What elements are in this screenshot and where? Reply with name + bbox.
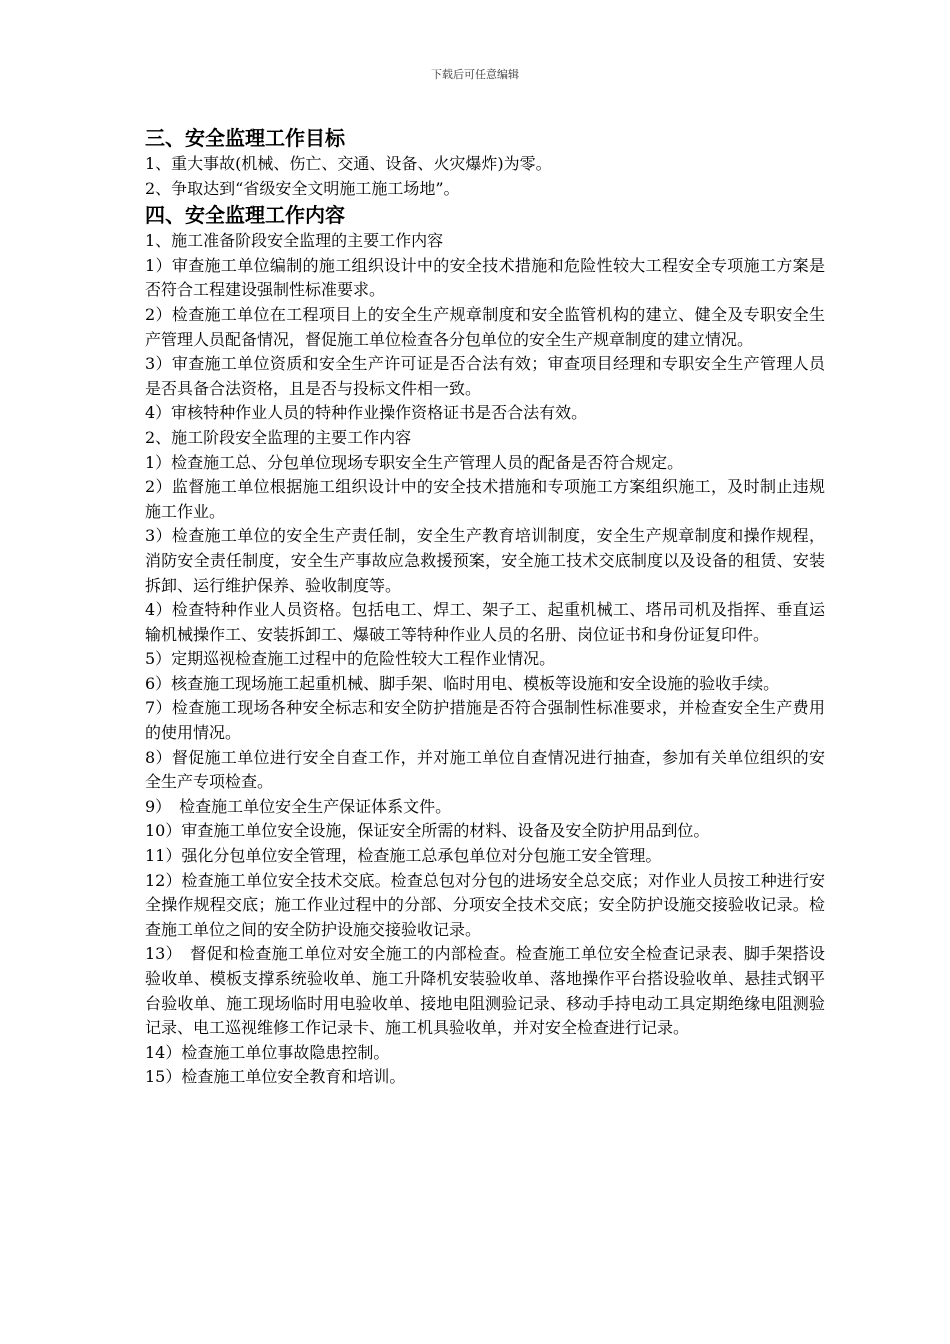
- section-heading-4: 四、安全监理工作内容: [145, 203, 345, 228]
- paragraph: 3）检查施工单位的安全生产责任制，安全生产教育培训制度，安全生产规章制度和操作规程，消防安全责任制度，安全生产事故应急救援预案，安全施工技术交底制度以及设备的租赁、安装拆卸、运行维护保养、验收制度等。: [145, 526, 825, 595]
- paragraph: 3）审查施工单位资质和安全生产许可证是否合法有效；审查项目经理和专职安全生产管理人员是否具备合法资格，且是否与投标文件相一致。: [145, 354, 825, 398]
- paragraph: 1、重大事故(机械、伤亡、交通、设备、火灾爆炸)为零。: [145, 154, 552, 173]
- paragraph: 1）检查施工总、分包单位现场专职安全生产管理人员的配备是否符合规定。: [145, 452, 684, 472]
- document-body: [145, 124, 825, 1090]
- paragraph: 2）检查施工单位在工程项目上的安全生产规章制度和安全监管机构的建立、健全及专职安全生产管理人员配备情况，督促施工单位检查各分包单位的安全生产规章制度的建立情况。: [145, 304, 825, 349]
- paragraph: 9） 检查施工单位安全生产保证体系文件。: [145, 796, 452, 816]
- paragraph: 2、争取达到“省级安全文明施工施工场地”。: [145, 178, 460, 198]
- page-header: 下载后可任意编辑: [431, 68, 519, 81]
- paragraph: 4）审核特种作业人员的特种作业操作资格证书是否合法有效。: [145, 403, 588, 423]
- subsection-title: 2、施工阶段安全监理的主要工作内容: [145, 427, 412, 447]
- paragraph: 5）定期巡视检查施工过程中的危险性较大工程作业情况。: [145, 649, 556, 669]
- paragraph: 13） 督促和检查施工单位对安全施工的内部检查。检查施工单位安全检查记录表、脚手架搭设验收单、模板支撑系统验收单、施工升降机安装验收单、落地操作平台搭设验收单、悬挂式钢平台验收单、施工现场临时用电验收单、接地电阻测验记录、移动手持电动工具定期绝缘电阻测验记录、电工巡视维修工作记录卡、施工机具验收单，并对安全检查进行记录。: [145, 944, 825, 1038]
- paragraph: 7）检查施工现场各种安全标志和安全防护措施是否符合强制性标准要求，并检查安全生产费用的使用情况。: [145, 698, 825, 743]
- paragraph: 1）审查施工单位编制的施工组织设计中的安全技术措施和危险性较大工程安全专项施工方案是否符合工程建设强制性标准要求。: [145, 255, 825, 300]
- paragraph: 4）检查特种作业人员资格。包括电工、焊工、架子工、起重机械工、塔吊司机及指挥、垂直运输机械操作工、安装拆卸工、爆破工等特种作业人员的名册、岗位证书和身份证复印件。: [145, 600, 825, 644]
- section-heading-3: 三、安全监理工作目标: [145, 126, 345, 150]
- paragraph: 11）强化分包单位安全管理，检查施工总承包单位对分包施工安全管理。: [145, 846, 662, 866]
- paragraph: 6）核查施工现场施工起重机械、脚手架、临时用电、模板等设施和安全设施的验收手续。: [145, 673, 780, 693]
- paragraph: 2）监督施工单位根据施工组织设计中的安全技术措施和专项施工方案组织施工，及时制止违规施工作业。: [145, 477, 825, 521]
- subsection-title: 1、施工准备阶段安全监理的主要工作内容: [145, 231, 444, 251]
- paragraph: 12）检查施工单位安全技术交底。检查总包对分包的进场安全总交底；对作业人员按工种进行安全操作规程交底；施工作业过程中的分部、分项安全技术交底；安全防护设施交接验收记录。检查施工单位之间的安全防护设施交接验收记录。: [145, 870, 825, 939]
- paragraph: 8）督促施工单位进行安全自查工作，并对施工单位自查情况进行抽查，参加有关单位组织的安全生产专项检查。: [145, 747, 825, 792]
- paragraph: 15）检查施工单位安全教育和培训。: [145, 1067, 406, 1087]
- paragraph: 14）检查施工单位事故隐患控制。: [145, 1042, 390, 1062]
- paragraph: 10）审查施工单位安全设施，保证安全所需的材料、设备及安全防护用品到位。: [145, 821, 710, 841]
